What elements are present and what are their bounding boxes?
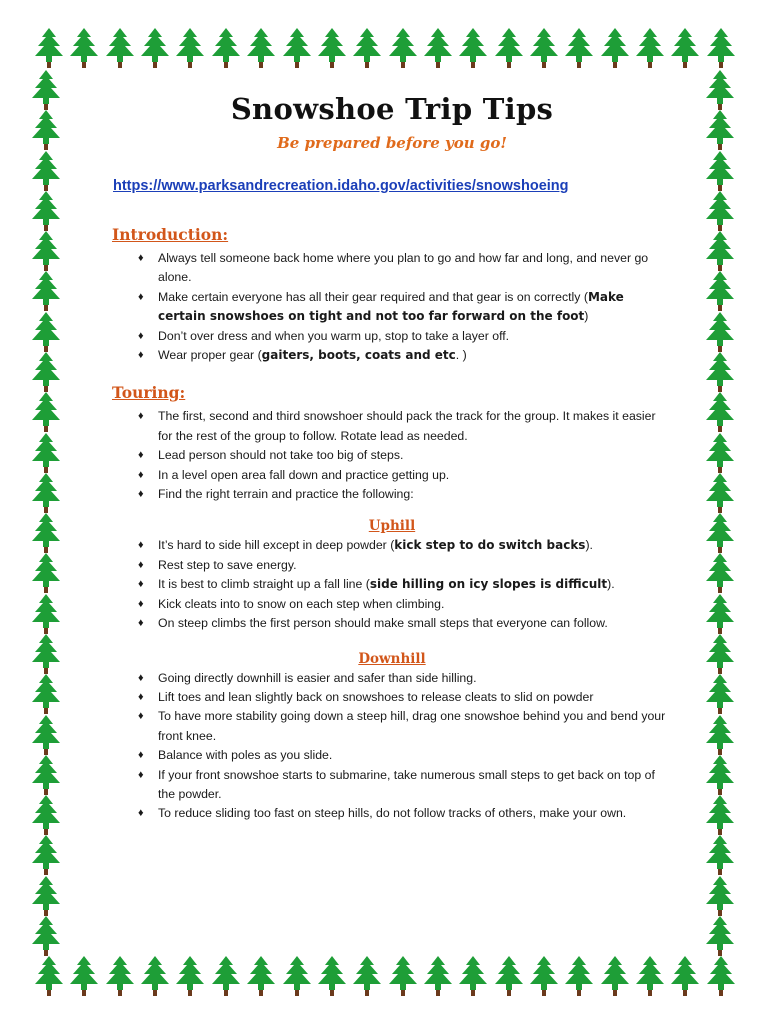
parks-link[interactable]: https://www.parksandrecreation.idaho.gov/activities/snowshoeing [113,178,569,194]
item-bold: side hilling on icy slopes is difficult [369,577,608,592]
pine-tree-icon [703,231,737,271]
list-item [112,346,672,365]
pine-tree-icon [527,956,561,996]
pine-tree-icon [598,956,632,996]
pine-tree-icon [280,956,314,996]
diamond-bullet-icon: ♦ [138,449,144,462]
item-before: It’s hard to side hill except in deep powder ( [158,538,395,553]
item-text: Always tell someone back home where you plan to go and how far and long, and never go alone. [158,251,649,285]
diamond-bullet-icon: ♦ [138,290,144,303]
pine-tree-icon [386,956,420,996]
pine-tree-icon [350,28,384,68]
pine-tree-icon [244,28,278,68]
pine-tree-icon [67,956,101,996]
list-item [112,688,672,707]
item-bold: Make certain snowshoes on tight and not too far forward on the foot [158,289,624,324]
pine-tree-icon [703,271,737,311]
pine-tree-icon [315,28,349,68]
pine-tree-icon [703,433,737,473]
item-bold: kick step to do switch backs [394,538,586,553]
pine-tree-icon [350,956,384,996]
pine-tree-icon [29,392,63,432]
item-text: On steep climbs the first person should make small steps that everyone can follow. [158,616,608,631]
pine-tree-icon [456,956,490,996]
item-text: Find the right terrain and practice the following: [158,487,414,502]
pine-tree-icon [173,28,207,68]
item-text: Rest step to save energy. [158,557,297,572]
uphill-list [112,536,672,633]
diamond-bullet-icon: ♦ [138,468,144,481]
pine-tree-icon [29,795,63,835]
introduction-heading: Introduction: [112,225,229,244]
pine-tree-icon [492,956,526,996]
list-item [112,446,672,465]
pine-tree-icon [598,28,632,68]
list-item [112,556,672,575]
downhill-list [112,669,672,824]
pine-tree-icon [29,594,63,634]
diamond-bullet-icon: ♦ [138,349,144,362]
pine-tree-icon [29,352,63,392]
pine-tree-icon [29,553,63,593]
pine-tree-icon [703,715,737,755]
list-item [112,536,672,555]
item-text: Kick cleats into to snow on each step when climbing. [158,596,445,611]
tree-border-bottom [32,956,738,996]
pine-tree-icon [703,151,737,191]
item-text: To reduce sliding too fast on steep hills, do not follow tracks of others, make your own. [158,806,627,821]
pine-tree-icon [29,110,63,150]
uphill-heading: Uphill [368,518,416,535]
list-item [112,707,672,746]
diamond-bullet-icon: ♦ [138,410,144,423]
diamond-bullet-icon: ♦ [138,329,144,342]
pine-tree-icon [138,956,172,996]
pine-tree-icon [703,634,737,674]
list-item [112,669,672,688]
item-after: . ) [455,348,467,363]
pine-tree-icon [633,28,667,68]
diamond-bullet-icon: ♦ [138,578,144,591]
pine-tree-icon [703,553,737,593]
diamond-bullet-icon: ♦ [138,539,144,552]
item-after: ). [607,577,615,592]
diamond-bullet-icon: ♦ [138,252,144,264]
touring-list [112,407,672,504]
pine-tree-icon [704,28,738,68]
item-text: The first, second and third snowshoer should pack the track for the group. It makes it easier for the rest of the group to follow. Rotate lead as needed. [158,409,656,443]
pine-tree-icon [32,28,66,68]
pine-tree-icon [29,151,63,191]
pine-tree-icon [668,956,702,996]
tree-border-top [32,28,738,68]
pine-tree-icon [703,352,737,392]
item-bold: gaiters, boots, coats and etc [261,348,456,363]
diamond-bullet-icon: ♦ [138,617,144,630]
touring-heading: Touring: [112,383,186,403]
list-item [112,288,672,327]
pine-tree-icon [703,70,737,110]
pine-tree-icon [209,28,243,68]
pine-tree-icon [29,916,63,956]
pine-tree-icon [492,28,526,68]
pine-tree-icon [315,956,349,996]
pine-tree-icon [703,110,737,150]
item-text: Don’t over dress and when you warm up, stop to take a layer off. [158,328,510,343]
pine-tree-icon [703,835,737,875]
pine-tree-icon [703,191,737,231]
list-item [112,575,672,594]
pine-tree-icon [562,28,596,68]
pine-tree-icon [29,231,63,271]
pine-tree-icon [703,755,737,795]
item-text: Balance with poles as you slide. [158,748,333,763]
pine-tree-icon [703,392,737,432]
diamond-bullet-icon: ♦ [138,807,144,820]
pine-tree-icon [29,433,63,473]
pine-tree-icon [103,956,137,996]
list-item [112,804,672,823]
pine-tree-icon [173,956,207,996]
pine-tree-icon [29,271,63,311]
diamond-bullet-icon: ♦ [138,768,144,781]
pine-tree-icon [29,634,63,674]
list-item [112,746,672,765]
pine-tree-icon [703,513,737,553]
list-item [112,466,672,485]
pine-tree-icon [29,191,63,231]
pine-tree-icon [29,312,63,352]
item-text: In a level open area fall down and practice getting up. [158,467,450,482]
pine-tree-icon [703,795,737,835]
pine-tree-icon [421,28,455,68]
pine-tree-icon [209,956,243,996]
list-item [112,595,672,614]
diamond-bullet-icon: ♦ [138,558,144,571]
introduction-list [112,249,672,365]
pine-tree-icon [280,28,314,68]
pine-tree-icon [29,835,63,875]
pine-tree-icon [668,28,702,68]
pine-tree-icon [633,956,667,996]
item-after: ) [584,309,589,324]
pine-tree-icon [244,956,278,996]
pine-tree-icon [421,956,455,996]
pine-tree-icon [703,674,737,714]
pine-tree-icon [29,674,63,714]
document-body [112,92,672,824]
downhill-heading: Downhill [358,650,426,667]
pine-tree-icon [29,473,63,513]
item-text: If your front snowshoe starts to submarine, take numerous small steps to get back on top of the powder. [158,767,655,801]
list-item [112,766,672,805]
pine-tree-icon [103,28,137,68]
list-item [112,327,672,346]
pine-tree-icon [386,28,420,68]
pine-tree-icon [32,956,66,996]
page-title: Snowshoe Trip Tips [230,92,554,126]
pine-tree-icon [703,594,737,634]
pine-tree-icon [29,715,63,755]
diamond-bullet-icon: ♦ [138,710,144,723]
tree-border-right [700,70,740,956]
pine-tree-icon [527,28,561,68]
pine-tree-icon [67,28,101,68]
pine-tree-icon [138,28,172,68]
item-text: Lift toes and lean slightly back on snowshoes to release cleats to slid on powder [158,689,594,704]
list-item [112,485,672,504]
pine-tree-icon [29,876,63,916]
pine-tree-icon [703,876,737,916]
item-text: To have more stability going down a steep hill, drag one snowshoe behind you and bend your front knee. [158,709,666,743]
pine-tree-icon [703,312,737,352]
page-subtitle: Be prepared before you go! [277,134,507,152]
diamond-bullet-icon: ♦ [138,749,144,762]
list-item [112,249,672,288]
diamond-bullet-icon: ♦ [138,690,144,703]
item-after: ). [585,538,593,553]
list-item [112,614,672,633]
pine-tree-icon [562,956,596,996]
item-text: Going directly downhill is easier and safer than side hilling. [158,670,477,685]
pine-tree-icon [29,755,63,795]
pine-tree-icon [29,513,63,553]
item-before: It is best to climb straight up a fall line ( [158,577,370,592]
tree-border-left [26,70,66,956]
diamond-bullet-icon: ♦ [138,671,144,684]
list-item [112,407,672,446]
pine-tree-icon [703,916,737,956]
pine-tree-icon [29,70,63,110]
item-text: Lead person should not take too big of steps. [158,448,404,463]
pine-tree-icon [456,28,490,68]
pine-tree-icon [703,473,737,513]
item-before: Make certain everyone has all their gear required and that gear is on correctly ( [158,289,588,304]
diamond-bullet-icon: ♦ [138,597,144,610]
item-before: Wear proper gear ( [158,348,262,363]
diamond-bullet-icon: ♦ [138,488,144,501]
pine-tree-icon [704,956,738,996]
